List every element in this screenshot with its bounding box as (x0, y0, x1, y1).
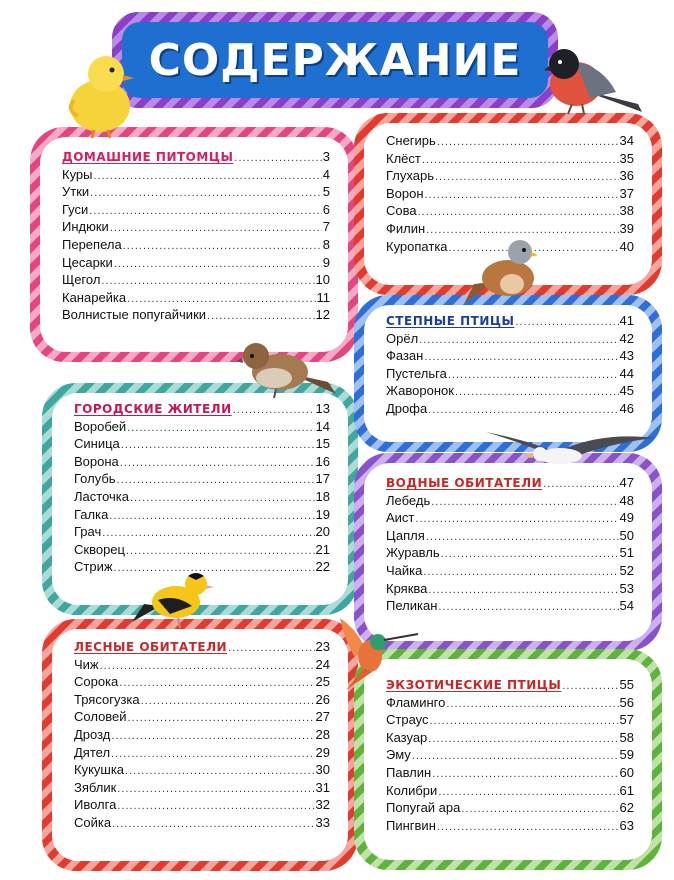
entry-label: Клёст (386, 150, 421, 166)
dot-leader (112, 818, 314, 830)
dot-leader (127, 293, 315, 305)
dot-leader (419, 334, 618, 346)
toc-entry (386, 401, 634, 419)
entry-label: Журавль (386, 545, 440, 561)
page-number: 59 (619, 747, 634, 763)
entry-label: Грач (74, 524, 102, 540)
section-title: СТЕПНЫЕ ПТИЦЫ (386, 314, 515, 328)
toc-entry (386, 712, 634, 730)
dot-leader (424, 351, 618, 363)
entry-label: Сорока (74, 674, 119, 690)
entry-label: Индюки (62, 219, 109, 235)
section-title: ЛЕСНЫЕ ОБИТАТЕЛИ (74, 640, 228, 654)
page-number: 25 (315, 674, 330, 690)
page-number: 55 (619, 677, 634, 692)
dot-leader (120, 457, 315, 469)
dot-leader (127, 422, 314, 434)
page-number: 15 (315, 436, 330, 452)
toc-entry (386, 747, 634, 765)
entry-label: Ласточка (74, 488, 129, 504)
dot-leader (428, 584, 618, 596)
page-number: 61 (619, 782, 634, 798)
toc-entry (386, 563, 634, 581)
page-number: 14 (315, 418, 330, 434)
toc-entry (386, 348, 634, 366)
page-number: 45 (619, 383, 634, 399)
dot-leader (109, 510, 314, 522)
page-number: 8 (322, 236, 330, 252)
dot-leader (89, 205, 321, 217)
page-number: 32 (315, 797, 330, 813)
dot-leader (415, 513, 618, 525)
page-number: 52 (619, 562, 634, 578)
dot-leader (428, 733, 618, 745)
dot-leader (431, 496, 618, 508)
dot-leader (114, 258, 322, 270)
entry-label: Скворец (74, 541, 125, 557)
toc-list (386, 313, 634, 419)
entry-label: Аист (386, 510, 415, 526)
toc-list (386, 475, 634, 616)
section-title: ДОМАШНИЕ ПИТОМЦЫ (62, 150, 234, 164)
dot-leader (207, 310, 315, 322)
entry-label: Соловей (74, 709, 127, 725)
toc-entry (386, 581, 634, 599)
toc-entry (74, 709, 330, 727)
toc-entry (62, 255, 330, 273)
page-number: 21 (315, 541, 330, 557)
section-heading (74, 639, 330, 657)
entry-label: Кряква (386, 580, 428, 596)
page-number: 41 (619, 313, 634, 328)
toc-entry (386, 510, 634, 528)
dot-leader (437, 821, 619, 833)
dot-leader (100, 660, 315, 672)
page-number: 47 (619, 475, 634, 490)
dot-leader (426, 531, 619, 543)
entry-label: Голубь (74, 471, 116, 487)
entry-label: Чиж (74, 656, 99, 672)
page-number: 42 (619, 330, 634, 346)
page-number: 54 (619, 598, 634, 614)
page-number: 29 (315, 744, 330, 760)
page-number: 56 (619, 694, 634, 710)
toc-entry (74, 436, 330, 454)
toc-entry (386, 765, 634, 783)
dot-leader (90, 187, 322, 199)
entry-label: Пустельга (386, 365, 447, 381)
chick-icon (62, 48, 140, 140)
entry-label: Цапля (386, 527, 425, 543)
section-title: ВОДНЫЕ ОБИТАТЕЛИ (386, 476, 543, 490)
toc-entry (74, 780, 330, 798)
entry-label: Волнистые попугайчики (62, 307, 207, 323)
entry-label: Фазан (386, 348, 424, 364)
dot-leader (110, 222, 322, 234)
toc-entry (62, 290, 330, 308)
entry-label: Цесарки (62, 254, 113, 270)
section-title: ГОРОДСКИЕ ЖИТЕЛИ (74, 402, 232, 416)
entry-label: Казуар (386, 729, 428, 745)
toc-entry (74, 797, 330, 815)
page-number: 23 (315, 639, 330, 654)
entry-label: Сойка (74, 814, 112, 830)
entry-label: Утки (62, 184, 90, 200)
entry-label: Кукушка (74, 762, 125, 778)
entry-label: Стриж (74, 559, 113, 575)
hummingbird-icon (330, 612, 420, 694)
dot-leader (117, 783, 314, 795)
dot-leader (111, 730, 314, 742)
page-number: 40 (619, 238, 634, 254)
toc-entry (74, 419, 330, 437)
toc-entry (74, 471, 330, 489)
toc-entry (386, 730, 634, 748)
toc-entry (62, 184, 330, 202)
dot-leader (515, 316, 618, 328)
page-number: 36 (619, 168, 634, 184)
dot-leader (117, 474, 315, 486)
dot-leader (102, 527, 314, 539)
entry-label: Сова (386, 203, 417, 219)
dot-leader (543, 478, 618, 490)
dot-leader (111, 748, 314, 760)
entry-label: Воробей (74, 418, 127, 434)
toc-entry (74, 489, 330, 507)
section-heading (62, 149, 330, 167)
toc-entry (62, 219, 330, 237)
dot-leader (428, 404, 618, 416)
toc-entry (386, 331, 634, 349)
toc-entry (62, 237, 330, 255)
page-number: 34 (619, 133, 634, 148)
page-number: 44 (619, 365, 634, 381)
entry-label: Чайка (386, 562, 423, 578)
toc-entry (386, 168, 634, 186)
entry-label: Глухарь (386, 168, 434, 184)
page-number: 17 (315, 471, 330, 487)
dot-leader (461, 803, 618, 815)
dot-leader (437, 136, 619, 148)
toc-entry (74, 542, 330, 560)
toc-entry (74, 454, 330, 472)
toc-entry (62, 307, 330, 325)
page-number: 28 (315, 726, 330, 742)
entry-label: Галка (74, 506, 109, 522)
dot-leader (423, 566, 618, 578)
entry-label: Эму (386, 747, 411, 763)
page-number: 48 (619, 492, 634, 508)
dot-leader (426, 224, 618, 236)
toc-entry (74, 762, 330, 780)
page-number: 20 (315, 524, 330, 540)
page-number: 46 (619, 400, 634, 416)
dot-leader (425, 189, 619, 201)
dot-leader (233, 404, 315, 416)
dot-leader (234, 152, 321, 164)
dot-leader (128, 712, 315, 724)
page-number: 10 (315, 272, 330, 288)
entry-label: Канарейка (62, 289, 127, 305)
page-number: 27 (315, 709, 330, 725)
dot-leader (121, 439, 315, 451)
dot-leader (455, 386, 619, 398)
dot-leader (101, 275, 314, 287)
toc-entry (74, 524, 330, 542)
page-number: 37 (619, 185, 634, 201)
section-heading (386, 475, 634, 493)
page-number: 19 (315, 506, 330, 522)
page-number: 11 (316, 289, 330, 305)
toc-entry (386, 545, 634, 563)
page-number: 50 (619, 527, 634, 543)
page-number: 31 (315, 779, 330, 795)
toc-list (386, 677, 634, 835)
toc-entry (386, 818, 634, 836)
entry-label: Орёл (386, 330, 419, 346)
page-number: 51 (619, 545, 634, 561)
title-banner (112, 12, 558, 108)
toc-entry (386, 366, 634, 384)
toc-entry (62, 167, 330, 185)
entry-label: Куры (62, 166, 93, 182)
dot-leader (446, 698, 618, 710)
dot-leader (418, 206, 619, 218)
dot-leader (228, 642, 314, 654)
entry-label: Снегирь (386, 133, 436, 148)
dot-leader (94, 170, 322, 182)
toc-entry (386, 695, 634, 713)
entry-label: Дрозд (74, 726, 111, 742)
toc-entry (386, 493, 634, 511)
entry-label: Пеликан (386, 598, 438, 614)
toc-entry (386, 133, 634, 151)
entry-label: Филин (386, 220, 426, 236)
entry-label: Зяблик (74, 779, 117, 795)
page-number: 18 (315, 488, 330, 504)
entry-label: Попугай ара (386, 800, 461, 816)
entry-label: Иволга (74, 797, 117, 813)
toc-entry (74, 745, 330, 763)
dot-leader (123, 240, 322, 252)
page-number: 30 (315, 762, 330, 778)
entry-label: Страус (386, 712, 429, 728)
page-number: 49 (619, 510, 634, 526)
page-number: 9 (322, 254, 330, 270)
page-number: 26 (315, 691, 330, 707)
toc-list (74, 639, 330, 833)
sparrow-icon (236, 334, 338, 400)
dot-leader (422, 154, 619, 166)
toc-entry (62, 272, 330, 290)
toc-entry (386, 383, 634, 401)
section-domestic (30, 127, 358, 362)
goldfinch-icon (130, 566, 216, 632)
toc-entry (386, 528, 634, 546)
dot-leader (435, 171, 619, 183)
page-number: 43 (619, 348, 634, 364)
toc-entry (74, 727, 330, 745)
page-number: 60 (619, 764, 634, 780)
toc-entry (62, 202, 330, 220)
entry-label: Перепела (62, 236, 122, 252)
dot-leader (141, 695, 315, 707)
page-number: 6 (322, 201, 330, 217)
entry-label: Колибри (386, 782, 438, 798)
toc-entry (74, 692, 330, 710)
page-number: 24 (315, 656, 330, 672)
dot-leader (119, 677, 314, 689)
page-number: 39 (619, 220, 634, 236)
section-heading (74, 401, 330, 419)
dot-leader (130, 492, 315, 504)
page-number: 53 (619, 580, 634, 596)
page-number: 62 (619, 800, 634, 816)
toc-entry (74, 657, 330, 675)
bullfinch-icon (542, 40, 648, 118)
entry-label: Куропатка (386, 238, 448, 254)
toc-entry (386, 598, 634, 616)
kestrel-icon (458, 238, 546, 308)
dot-leader (448, 369, 619, 381)
dot-leader (438, 601, 618, 613)
page-number: 58 (619, 729, 634, 745)
entry-label: Жаворонок (386, 383, 454, 399)
entry-label: Трясогузка (74, 691, 140, 707)
dot-leader (412, 750, 619, 762)
dot-leader (125, 765, 314, 777)
section-heading (386, 677, 634, 695)
toc-entry (74, 674, 330, 692)
toc-entry (74, 815, 330, 833)
entry-label: Синица (74, 436, 120, 452)
entry-label: Щегол (62, 272, 101, 288)
toc-entry (74, 507, 330, 525)
toc-entry (386, 151, 634, 169)
toc-entry (386, 221, 634, 239)
page-number: 13 (315, 401, 330, 416)
toc-entry (386, 800, 634, 818)
page-number: 57 (619, 712, 634, 728)
entry-label: Дрофа (386, 400, 428, 416)
page-number: 35 (619, 150, 634, 166)
dot-leader (438, 786, 618, 798)
albatross-icon (486, 424, 656, 468)
toc-list (62, 149, 330, 325)
section-heading (386, 313, 634, 331)
page-number: 5 (322, 184, 330, 200)
entry-label: Павлин (386, 764, 432, 780)
page-number: 7 (322, 219, 330, 235)
dot-leader (430, 715, 619, 727)
toc-list (74, 401, 330, 577)
dot-leader (432, 768, 618, 780)
page-number: 16 (315, 453, 330, 469)
entry-label: Ворон (386, 185, 424, 201)
entry-label: Фламинго (386, 694, 446, 710)
page-number: 63 (619, 817, 634, 833)
toc-entry (386, 783, 634, 801)
entry-label: Ворона (74, 453, 119, 469)
entry-label: Лебедь (386, 492, 431, 508)
page-number: 4 (322, 166, 330, 182)
dot-leader (126, 545, 315, 557)
dot-leader (441, 548, 619, 560)
page-number: 12 (315, 307, 330, 323)
page-number: 33 (315, 814, 330, 830)
page-number: 38 (619, 203, 634, 219)
entry-label: Пингвин (386, 817, 436, 833)
page-title: СОДЕРЖАНИЕ (148, 34, 522, 86)
dot-leader (117, 800, 314, 812)
section-title: ЭКЗОТИЧЕСКИЕ ПТИЦЫ (386, 678, 562, 692)
entry-label: Гуси (62, 201, 89, 217)
page-number: 3 (322, 149, 330, 164)
entry-label: Дятел (74, 744, 111, 760)
toc-entry (386, 203, 634, 221)
page-number: 22 (315, 559, 330, 575)
dot-leader (562, 680, 618, 692)
section-forest (42, 619, 358, 871)
title-panel (122, 22, 548, 98)
toc-entry (386, 186, 634, 204)
